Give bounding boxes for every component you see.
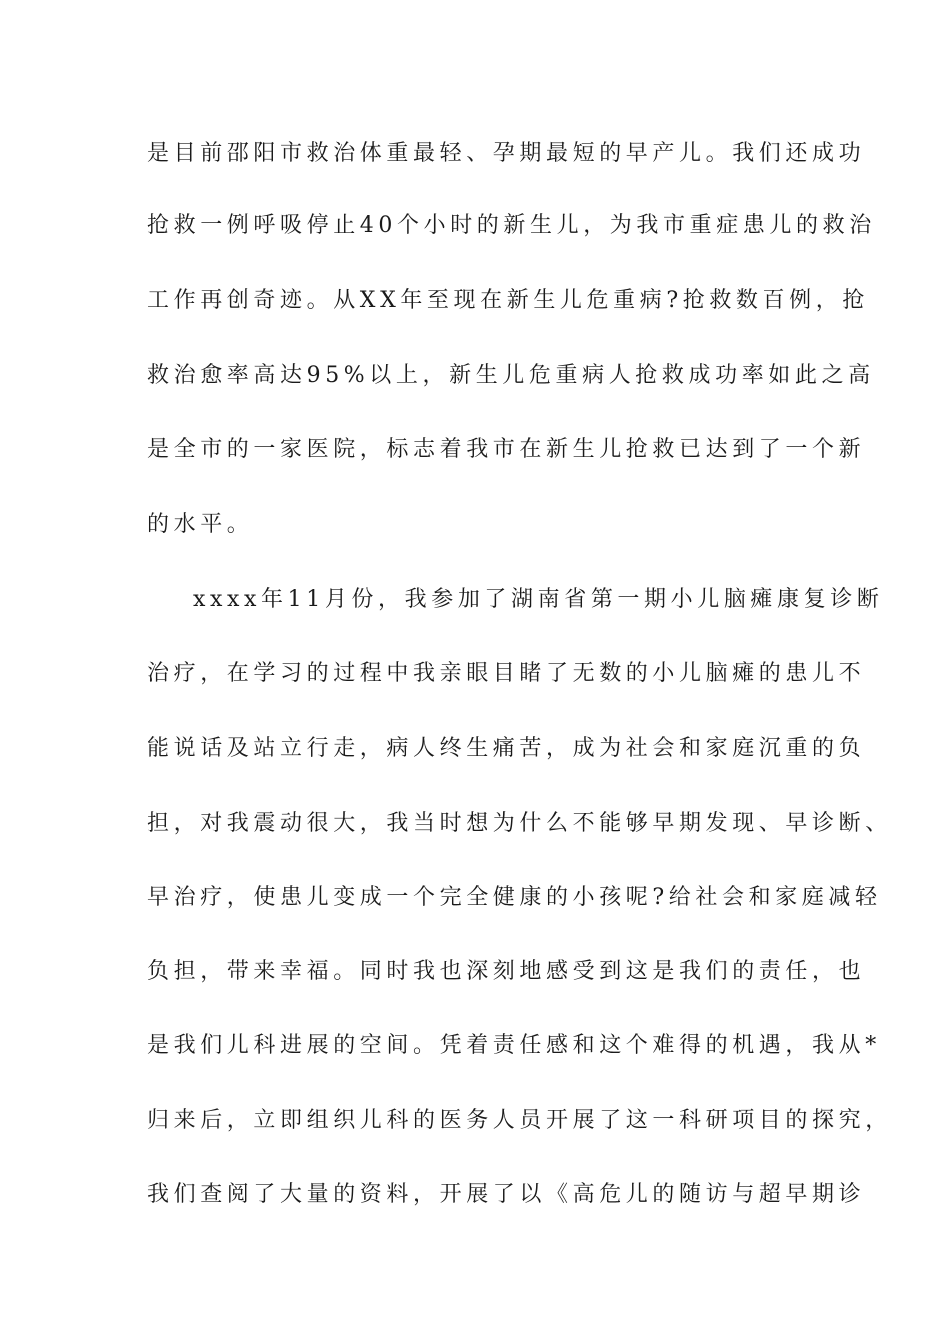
text-line-7: xxxx年11月份，我参加了湖南省第一期小儿脑瘫康复诊断 [193, 587, 884, 612]
text-line-4: 救治愈率高达95%以上，新生儿危重病人抢救成功率如此之高 [147, 363, 875, 388]
text-line-13: 是我们儿科进展的空间。凭着责任感和这个难得的机遇，我从* [147, 1033, 881, 1058]
text-line-2: 抢救一例呼吸停止40个小时的新生儿，为我市重症患儿的救治 [147, 213, 876, 238]
text-line-1: 是目前邵阳市救治体重最轻、孕期最短的早产儿。我们还成功 [147, 141, 866, 166]
text-line-11: 早治疗，使患儿变成一个完全健康的小孩呢?给社会和家庭减轻 [147, 885, 882, 910]
text-line-6: 的水平。 [147, 512, 254, 537]
text-line-8: 治疗，在学习的过程中我亲眼目睹了无数的小儿脑瘫的患儿不 [147, 661, 866, 686]
text-line-12: 负担，带来幸福。同时我也深刻地感受到这是我们的责任，也 [147, 959, 866, 984]
text-line-5: 是全市的一家医院，标志着我市在新生儿抢救已达到了一个新 [147, 437, 866, 462]
text-line-3: 工作再创奇迹。从XX年至现在新生儿危重病?抢救数百例，抢 [147, 288, 869, 313]
text-line-9: 能说话及站立行走，病人终生痛苦，成为社会和家庭沉重的负 [147, 736, 866, 761]
text-line-10: 担，对我震动很大，我当时想为什么不能够早期发现、早诊断、 [147, 811, 892, 836]
text-line-14: 归来后，立即组织儿科的医务人员开展了这一科研项目的探究， [147, 1108, 892, 1133]
text-line-15: 我们查阅了大量的资料，开展了以《高危儿的随访与超早期诊 [147, 1182, 866, 1207]
